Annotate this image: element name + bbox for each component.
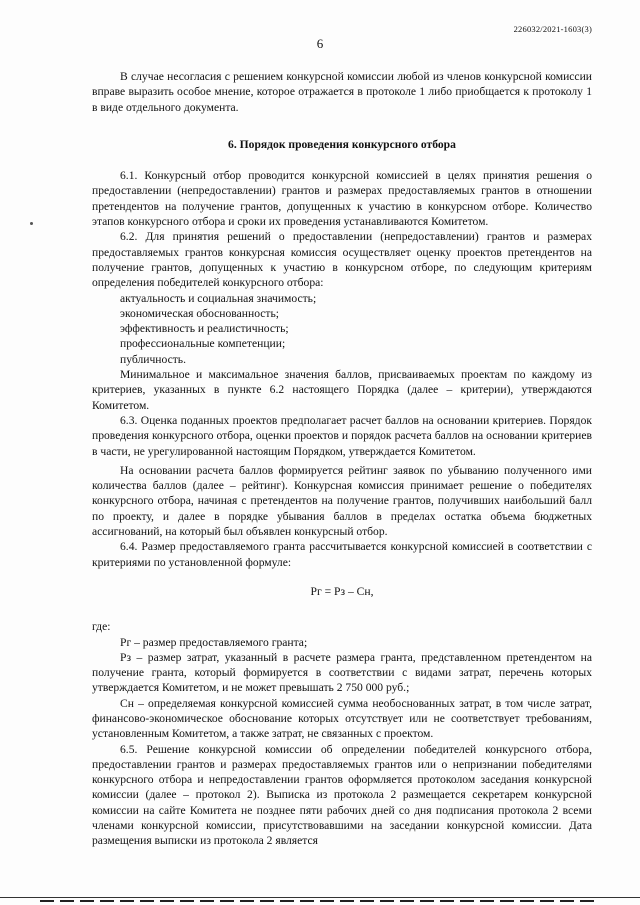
paragraph-6-5: 6.5. Решение конкурсной комиссии об определении победителей конкурсного отбора, предоставлении грантов и размерах предоставляемых грантов или о непризнании победителями конкурсного отбора и непредоставлении грантов оформляется протоколом заседания конкурсной комиссии (далее – протокол 2). Выписка из протокола 2 размещается секретарем конкурсной комиссии на сайте Комитета не позднее пяти рабочих дней со дня подписания протокола 2 всеми членами конкурсной комиссии, присутствовавшими на заседании конкурсной комиссии. Дата размещения выписки из протокола 2 является [92,742,592,848]
formula-definition-sn: Сн – определяемая конкурсной комиссией сумма необоснованных затрат, в том числе затрат, финансово-экономическое обоснование которых отсутствует или не соответствует требованиям, установленным Комитетом, а также затрат, не связанных с проектом. [92,696,592,741]
criteria-item: актуальность и социальная значимость; [120,291,317,305]
scan-artifact-dot [30,222,33,225]
formula-definition-rg: Рг – размер предоставляемого гранта; [120,635,308,649]
document-body [92,69,592,849]
criteria-item: профессиональные компетенции; [120,337,286,351]
paragraph-dissent: В случае несогласия с решением конкурсной комиссии любой из членов конкурсной комиссии вправе выразить особое мнение, которое отражается в протоколе 1 либо приобщается к протоколу 1 в виде отдельного документа. [92,70,592,114]
document-number: 226032/2021-1603(3) [513,24,592,34]
paragraph-6-1: 6.1. Конкурсный отбор проводится конкурсной комиссией в целях принятия решения о предоставлении (непредоставлении) грантов и размерах предоставляемых грантов в отношении претендентов на получение грантов, допущенных к участию в конкурсном отборе. Количество этапов конкурсного отбора и сроки их проведения устанавливаются Комитетом. [92,169,592,229]
paragraph-scores: Минимальное и максимальное значения баллов, присваиваемых проектам по каждому из критериев, указанных в пункте 6.2 настоящего Порядка (далее – критерии), утверждаются Комитетом. [92,368,592,412]
formula-where: где: [92,620,111,634]
page-number: 6 [316,36,324,51]
paragraph-6-4: 6.4. Размер предоставляемого гранта рассчитывается конкурсной комиссией в соответствии с критериями по установленной формуле: [92,540,592,569]
paragraph-rating: На основании расчета баллов формируется рейтинг заявок по убыванию полученного ими количества баллов (далее – рейтинг). Конкурсная комиссия принимает решение о победителях конкурсного отбора, начиная с претендентов на получение грантов, получивших наибольший балл по проекту, и далее в порядке убывания баллов в пределах остатка объема бюджетных ассигнований, на который был объявлен конкурсный отбор. [92,463,592,539]
section-heading: 6. Порядок проведения конкурсного отбора [228,137,456,151]
criteria-item: экономическая обоснованность; [120,306,279,320]
paragraph-6-3: 6.3. Оценка поданных проектов предполагает расчет баллов на основании критериев. Порядок проведения конкурсного отбора, оценки проектов и порядок расчета баллов на основании критериев в части, не урегулированной настоящим Порядком, утверждается Комитетом. [92,413,592,458]
scan-bottom-edge [0,895,640,905]
formula-definition-rz: Рз – размер затрат, указанный в расчете размера гранта, представленном претендентом на получение гранта, который формируется в соответствии с видами затрат, перечень которых утверждается Комитетом, и не может превышать 2 750 000 руб.; [92,650,592,695]
criteria-item: эффективность и реалистичность; [120,322,289,336]
grant-formula: Рг = Рз – Сн, [310,584,374,598]
paragraph-6-2: 6.2. Для принятия решений о предоставлении (непредоставлении) грантов и размерах предоставляемых грантов конкурсная комиссия осуществляет оценку проектов претендентов на получение грантов, допущенных к участию в конкурсном отборе, по следующим критериям определения победителей конкурсного отбора: [92,230,592,290]
criteria-item: публичность. [120,352,186,366]
